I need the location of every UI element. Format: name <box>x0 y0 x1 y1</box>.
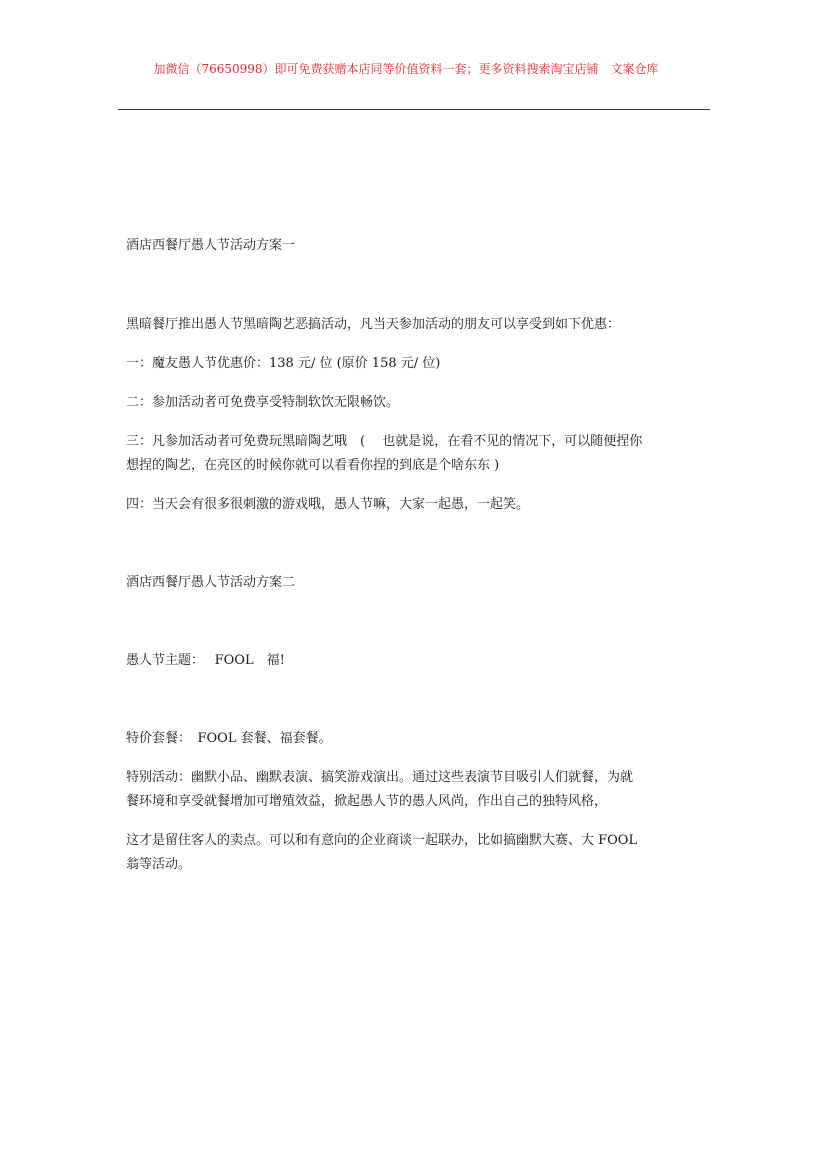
plan1-intro: 黑暗餐厅推出愚人节黑暗陶艺恶搞活动，凡当天参加活动的朋友可以享受到如下优惠： <box>126 317 621 332</box>
plan1-item-3-line2: 想捏的陶艺，在亮区的时候你就可以看看你捏的到底是个啥东东 ) <box>126 458 500 473</box>
plan2-activity-line2: 餐环境和享受就餐增加可增殖效益，掀起愚人节的愚人风尚，作出自己的独特风格， <box>126 794 608 809</box>
plan2-theme: 愚人节主题： FOOL 福! <box>126 653 285 668</box>
plan2-special-menu: 特价套餐： FOOL 套餐、福套餐。 <box>126 731 332 746</box>
plan1-title: 酒店西餐厅愚人节活动方案一 <box>126 238 296 253</box>
plan2-selling-line1: 这才是留住客人的卖点。可以和有意向的企业商谈一起联办，比如搞幽默大赛、大 FOOL <box>126 833 638 848</box>
plan2-activity-line1: 特别活动：幽默小品、幽默表演、搞笑游戏演出。通过这些表演节目吸引人们就餐，为就 <box>126 770 634 785</box>
plan1-item-1: 一：魔友愚人节优惠价：138 元/ 位 (原价 158 元/ 位) <box>126 356 441 371</box>
plan1-item-3-line1: 三：凡参加活动者可免费玩黑暗陶艺哦 ( 也就是说，在看不见的情况下，可以随便捏你 <box>126 434 643 449</box>
plan1-item-4: 四：当天会有很多很刺激的游戏哦，愚人节嘛，大家一起愚，一起笑。 <box>126 497 530 512</box>
header-divider <box>118 109 710 110</box>
header-notice: 加微信（76650998）即可免费获赠本店同等价值资料一套；更多资料搜索淘宝店铺 文案仓库 <box>153 62 659 76</box>
plan2-selling-line2: 翁等活动。 <box>126 857 192 872</box>
plan2-title: 酒店西餐厅愚人节活动方案二 <box>126 575 296 590</box>
plan1-item-2: 二：参加活动者可免费享受特制软饮无限畅饮。 <box>126 395 400 410</box>
